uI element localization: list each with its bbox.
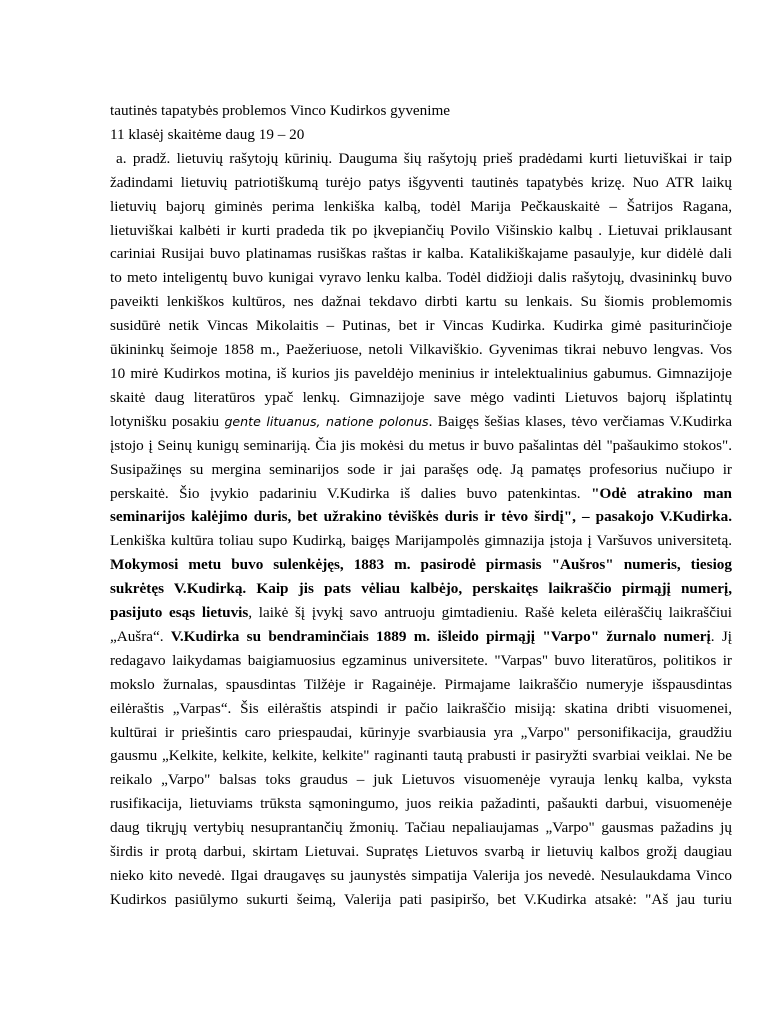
body-text: 11 klasėj skaitėme daug 19 – 20 [110,125,305,143]
paragraph-line [110,864,732,888]
body-text: to meto inteligentų buvo kunigai vyravo lenku kalba. Todėl didžioji dalis rašytojų, dvasininkų buvo [110,269,732,287]
bold-quote-text: "Odė atrakino man [591,484,732,502]
paragraph-line [110,123,732,147]
body-text: a. pradž. lietuvių rašytojų kūrinių. Dauguma šių rašytojų prieš pradėdami kurti lietuviškai ir taip [116,149,732,167]
body-text: lotynišku posakiu [110,412,225,430]
paragraph-line [110,697,732,721]
paragraph-line [110,266,732,290]
body-text: mokslo žurnalas, spausdintas Tilžėje ir Ragainėje. Pirmajame laikraščio numeryje išspausdintas [110,675,732,693]
paragraph-line [110,147,732,171]
body-text: lietuviškai kalbėti ir kurti pradeda tik po įkvepiančių Povilo Višinskio kalbų . Lietuvai priklausant [110,221,732,239]
paragraph-line [110,744,732,768]
body-text: , laikė šį įvykį savo antruoju gimtadieniu. Rašė keleta eilėraščių laikraščiui [248,604,732,622]
paragraph-line [110,577,732,601]
paragraph-line [110,482,732,506]
bold-quote-text: V.Kudirka su bendraminčiais 1889 m. išleido pirmąjį "Varpo" žurnalo numerį [170,627,711,645]
paragraph-line [110,553,732,577]
paragraph-line [110,673,732,697]
body-text: perskaitė. Šio įvykio padariniu V.Kudirka iš dalies buvo patenkintas. [110,484,592,502]
body-text: 10 mirė Kudirkos motina, iš kurios jis paveldėjo meninius ir intelektualinius gabumus. Gimnazijoje [110,364,732,382]
italic-latin-phrase: gente lituanus, natione polonus [224,413,429,429]
document-page [110,99,732,912]
body-text: Kudirkos pasiūlymo sukurti šeimą, Valerija pati pasipiršo, bet V.Kudirka atsakė: "Aš jau turiu [110,890,732,908]
paragraph-line [110,840,732,864]
paragraph-line [110,195,732,219]
body-text: rusifikacija, lietuviams trūksta sąmoningumo, juos reikia pažadinti, pašaukti darbui, visuomenėje [110,795,732,813]
body-text: tautinės tapatybės problemos Vinco Kudirkos gyvenime [110,102,451,119]
paragraph-line [110,434,732,458]
paragraph-line [110,219,732,243]
paragraph-line [110,721,732,745]
paragraph-line [110,649,732,673]
bold-quote-text: Mokymosi metu buvo sulenkėjęs, 1883 m. pasirodė pirmasis "Aušros" numeris, tiesiog [110,556,732,574]
paragraph-line [110,816,732,840]
paragraph-line [110,314,732,338]
body-text: Lenkiška kultūra toliau supo Kudirką, baigęs Marijampolės gimnazija įstoja į Varšuvos universitetą. [110,532,732,550]
bold-quote-text: pasijuto esąs lietuvis [110,604,249,622]
paragraph-line [110,792,732,816]
body-text: „Aušra“. [110,627,171,645]
body-text: . Jį [710,627,732,645]
body-text: skaitė daug literatūros ypač lenkų. Gimnazijoje save mėgo vadinti Lietuvos bajorų išplatintų [110,388,732,406]
paragraph-line [110,242,732,266]
body-text: susidūrė netik Vincas Mikolaitis – Putinas, bet ir Vincas Kudirka. Kudirka gimė pasiturinčioje [110,317,732,335]
body-text: nieko kito nevedė. Ilgai draugavęs su jaunystės simpatija Valerija jos nevedė. Nesulaukdama Vinco [110,867,732,884]
paragraph-line [110,99,732,123]
paragraph-line [110,625,732,649]
body-text: širdis ir protą darbui, skirtam Lietuvai. Supratęs Lietuvos svarbą ir lietuvių kalbos grožį daugiau [110,843,732,861]
body-text: . Baigęs šešias klases, tėvo verčiamas V.Kudirka [428,412,732,430]
paragraph-line [110,338,732,362]
body-text: ūkininkų šeimoje 1858 m., Paežeriuose, netoli Vilkaviškio. Gyvenimas tikrai nebuvo lengvas. Vos [110,341,732,359]
paragraph-line [110,529,732,553]
bold-quote-text: seminarijos kalėjimo duris, bet užrakino tėviškės duris ir tėvo širdį", – pasakojo V.Kudirka. [110,508,732,526]
body-text: reikalo „Varpo" balsas toks graudus – juk Lietuvos visuomenėje vyrauja lenkų kalba, vyksta [110,771,732,789]
paragraph-line [110,362,732,386]
body-text: žadindami lietuvių patriotiškumą turėjo patys išgyventi tautinės tapatybės krizę. Nuo ATR laikų [110,173,732,191]
paragraph-line [110,505,732,529]
body-text: Susipažinęs su mergina seminarijos sode ir jai parašęs odę. Ją pamatęs profesorius nučiupo ir [110,460,732,478]
body-text: daug tikrųjų vertybių nesuprantančių žmonių. Tačiau nepaliaujamas „Varpo" gausmas pažadins jų [110,819,732,837]
body-text: eilėraštis „Varpas“. Šis eilėraštis atspindi ir pačio laikraščio misiją: skatina dribti visuomenei, [110,699,732,717]
body-text: gausmu „Kelkite, kelkite, kelkite, kelkite" raginanti tautą prabusti ir pasiryžti svarbiai veiklai. Ne be [110,747,732,765]
paragraph-line [110,386,732,410]
body-text: paveikti lenkiškos kultūros, nes dažnai tekdavo dirbti kartu su lenkais. Su šiomis problemomis [110,293,732,311]
bold-quote-text: sukrėtęs V.Kudirką. Kaip jis pats vėliau kalbėjo, perskaitęs laikraščio pirmąjį numerį, [110,580,732,598]
body-text: lietuvių bajorų giminės perima lenkiška kalbą, todėl Marija Pečkauskaitė – Šatrijos Ragana, [110,197,732,215]
paragraph-line [110,458,732,482]
paragraph-line [110,768,732,792]
body-text: cariniai Rusijai buvo platinamas rusiškas raštas ir kalba. Katalikiškajame pasaulyje, kur didėlė dali [110,245,732,263]
paragraph-line [110,410,732,434]
body-text: kultūrai ir priešintis caro priespaudai, kūrinyje svarbiausia yra „Varpo" personifikacija, graudžiu [110,723,732,741]
body-text: redagavo laikydamas baigiamuosius egzaminus universitete. "Varpas" buvo literatūros, politikos ir [110,651,732,669]
paragraph-line [110,888,732,912]
paragraph-line [110,601,732,625]
paragraph-line [110,290,732,314]
body-text: įstojo į Seinų kunigų seminariją. Čia jis mokėsi du metus ir buvo pašalintas dėl "pašaukimo stokos". [110,436,732,454]
paragraph-line [110,171,732,195]
